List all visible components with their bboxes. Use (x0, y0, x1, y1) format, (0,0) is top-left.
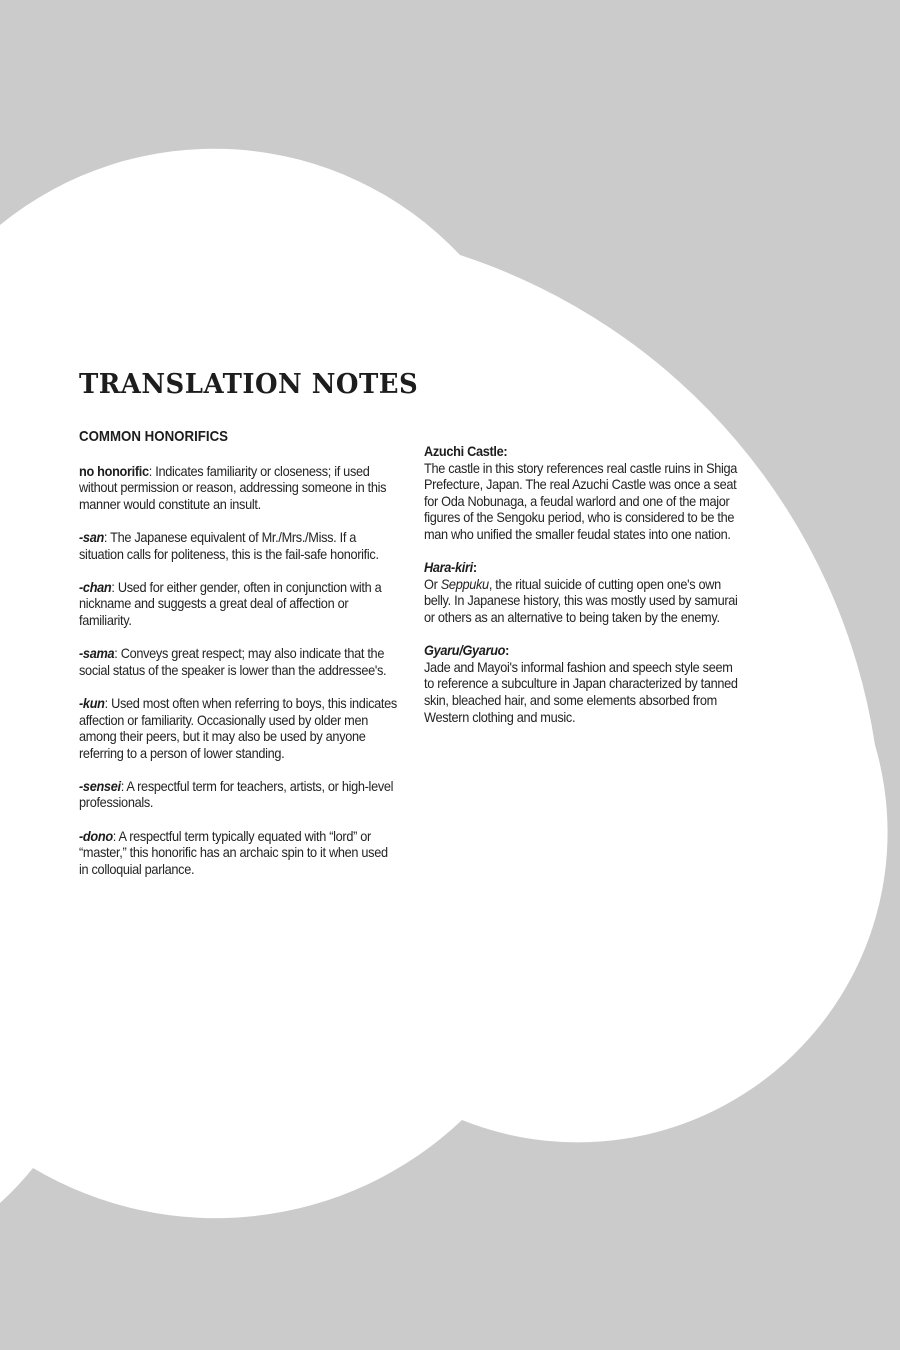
honorific-entry-sensei (79, 778, 398, 811)
honorifics-column (79, 429, 398, 894)
honorific-term: -san (79, 528, 104, 545)
entry-text: : Used most often when referring to boys, this indicates affection or familiarity. Occasionally used by older men among their peers, but it may also be used by anyone referring to a person of lower standing. (79, 694, 397, 761)
entry-text: : Conveys great respect; may also indicate that the social status of the speaker is lower than the addressee's. (79, 645, 387, 678)
entry-text: : Indicates familiarity or closeness; if used without permission or reason, addressing someone in this manner would constitute an insult. (79, 462, 387, 512)
honorific-term: -kun (79, 694, 105, 711)
entry-text: : The Japanese equivalent of Mr./Mrs./Miss. If a situation calls for politeness, this is the fail-safe honorific. (79, 528, 379, 562)
honorific-entry-sama (79, 645, 398, 678)
glossary-entry-azuchi-castle (424, 443, 743, 543)
honorific-entry-no-honorific (79, 463, 398, 513)
glossary-heading: Gyaru/Gyaruo: (424, 642, 510, 659)
honorific-term: -chan (79, 578, 112, 595)
honorific-term: -sama (79, 645, 115, 662)
section-heading: COMMON HONORIFICS (79, 429, 229, 445)
italic-word: Seppuku (440, 575, 489, 592)
glossary-heading: Azuchi Castle: (424, 443, 508, 459)
glossary-heading: Hara-kiri: (424, 559, 477, 576)
honorific-entry-chan (79, 579, 398, 629)
honorific-entry-kun (79, 695, 398, 761)
honorific-term: -sensei (79, 777, 121, 794)
page-title: TRANSLATION NOTES (79, 369, 419, 400)
entry-text: The castle in this story references real castle ruins in Shiga Prefecture, Japan. The real Azuchi Castle was once a seat for Oda Nobunaga, a feudal warlord and one of the major figures of the Sengoku period, who is considered to be the man who unified the smaller feudal states into one nation. (424, 459, 738, 542)
glossary-entry-gyaru-gyaruo (424, 642, 743, 725)
honorific-term: no honorific (79, 462, 149, 479)
entry-text: : Used for either gender, often in conjunction with a nickname and suggests a great deal of affection or familiarity. (79, 578, 382, 628)
honorific-entry-dono (79, 828, 398, 878)
honorific-term: -dono (79, 827, 113, 844)
honorific-entry-san (79, 529, 398, 562)
translation-notes-page (79, 369, 839, 877)
entry-text: Jade and Mayoi's informal fashion and speech style seem to reference a subculture in Japan characterized by tanned skin, bleached hair, and some elements absorbed from Western clothing and music. (424, 658, 738, 725)
entry-text: Or Seppuku, the ritual suicide of cutting open one's own belly. In Japanese history, this was mostly used by samurai or others as an alternative to being taken by the enemy. (424, 575, 738, 625)
glossary-entry-hara-kiri (424, 559, 743, 625)
glossary-column (424, 443, 743, 742)
entry-text: : A respectful term for teachers, artists, or high-level professionals. (79, 777, 394, 811)
entry-text: : A respectful term typically equated with “lord” or “master,” this honorific has an archaic spin to it when used in colloquial parlance. (79, 827, 388, 877)
